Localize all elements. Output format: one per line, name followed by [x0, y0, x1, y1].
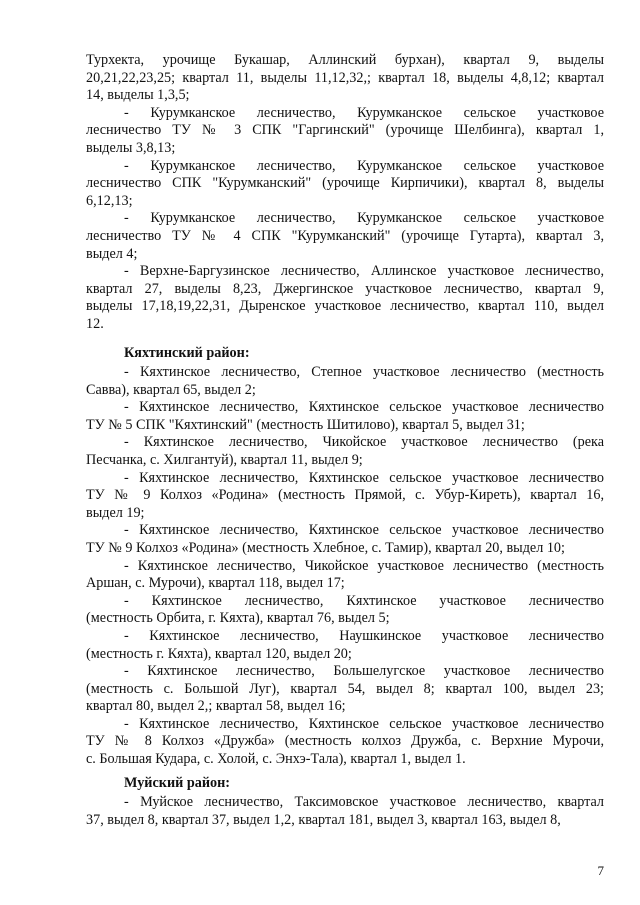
text-line: выделы 3,8,13; — [86, 139, 176, 156]
text-line: лесничество СПК "Курумканский" (урочище Кирпичики), квартал 8, выделы — [86, 175, 604, 192]
text-line: ТУ № 5 СПК "Кяхтинский" (местность Шитилово), квартал 5, выдел 31; — [86, 416, 525, 433]
section-heading-muya: Муйский район: — [124, 775, 230, 791]
text-line: - Муйское лесничество, Таксимовское участковое лесничество, квартал — [124, 794, 604, 810]
top-paragraphs — [86, 52, 604, 334]
text-line: лесничество ТУ № 4 СПК "Курумканский" (урочище Гутарта), квартал 3, — [86, 227, 604, 244]
text-line: - Курумканское лесничество, Курумканское сельское участковое — [124, 157, 604, 174]
text-line: 12. — [86, 315, 104, 332]
kyakhta-paragraphs — [86, 364, 604, 769]
text-line: - Кяхтинское лесничество, Кяхтинское участковое лесничество — [124, 592, 604, 609]
text-line: выдел 4; — [86, 245, 138, 262]
text-line: - Кяхтинское лесничество, Чикойское участковое лесничество (местность — [124, 557, 604, 574]
text-line: (местность г. Кяхта), квартал 120, выдел 20; — [86, 645, 352, 662]
text-line: - Кяхтинское лесничество, Большелугское участковое лесничество — [124, 663, 604, 680]
text-line: 6,12,13; — [86, 192, 133, 209]
text-line: Песчанка, с. Хилгантуй), квартал 11, выдел 9; — [86, 451, 363, 468]
text-line: ТУ № 9 Колхоз «Родина» (местность Прямой, с. Убур-Киреть), квартал 16, — [86, 487, 604, 504]
text-line: 20,21,22,23,25; квартал 11, выделы 11,12,32,; квартал 18, выделы 4,8,12; квартал — [86, 69, 604, 86]
text-line: выдел 19; — [86, 504, 145, 521]
text-line: с. Большая Кудара, с. Холой, с. Энхэ-Тала), квартал 1, выдел 1. — [86, 751, 466, 768]
text-line: - Кяхтинское лесничество, Кяхтинское сельское участковое лесничество — [124, 469, 604, 486]
text-line: - Кяхтинское лесничество, Наушкинское участковое лесничество — [124, 627, 604, 644]
text-line: Турхекта, урочище Букашар, Аллинский бурхан), квартал 9, выделы — [86, 52, 604, 68]
text-line: (местность Орбита, г. Кяхта), квартал 76, выдел 5; — [86, 610, 390, 627]
text-line: ТУ № 9 Колхоз «Родина» (местность Хлебное, с. Тамир), квартал 20, выдел 10; — [86, 539, 565, 556]
text-line: - Кяхтинское лесничество, Кяхтинское сельское участковое лесничество — [124, 399, 604, 416]
text-line: 14, выделы 1,3,5; — [86, 87, 190, 104]
text-line: - Кяхтинское лесничество, Степное участковое лесничество (местность — [124, 364, 604, 380]
section-heading-kyakhta: Кяхтинский район: — [124, 345, 250, 361]
text-line: (местность с. Большой Луг), квартал 54, выдел 8; квартал 100, выдел 23; — [86, 680, 604, 697]
muya-paragraphs — [86, 794, 604, 829]
text-line: - Курумканское лесничество, Курумканское сельское участковое — [124, 210, 604, 227]
text-line: ТУ № 8 Колхоз «Дружба» (местность колхоз Дружба, с. Верхние Мурочи, — [86, 733, 604, 750]
page-number: 7 — [597, 863, 604, 878]
text-line: Савва), квартал 65, выдел 2; — [86, 381, 256, 398]
text-line: Аршан, с. Мурочи), квартал 118, выдел 17; — [86, 575, 345, 592]
text-line: квартал 80, выдел 2,; квартал 58, выдел 16; — [86, 698, 346, 715]
text-line: выделы 17,18,19,22,31, Дыренское участковое лесничество, квартал 110, выдел — [86, 298, 604, 315]
text-line: 37, выдел 8, квартал 37, выдел 1,2, квартал 181, выдел 3, квартал 163, выдел 8, — [86, 811, 561, 828]
text-line: - Кяхтинское лесничество, Кяхтинское сельское участковое лесничество — [124, 715, 604, 732]
text-line: - Кяхтинское лесничество, Чикойское участковое лесничество (река — [124, 434, 604, 451]
text-line: - Курумканское лесничество, Курумканское сельское участковое — [124, 104, 604, 121]
text-line: - Кяхтинское лесничество, Кяхтинское сельское участковое лесничество — [124, 522, 604, 539]
text-line: квартал 27, выделы 8,23, Джергинское участковое лесничество, квартал 9, — [86, 280, 604, 297]
text-line: - Верхне-Баргузинское лесничество, Аллинское участковое лесничество, — [124, 263, 604, 280]
text-line: лесничество ТУ № 3 СПК "Гаргинский" (урочище Шелбинга), квартал 1, — [86, 122, 604, 139]
